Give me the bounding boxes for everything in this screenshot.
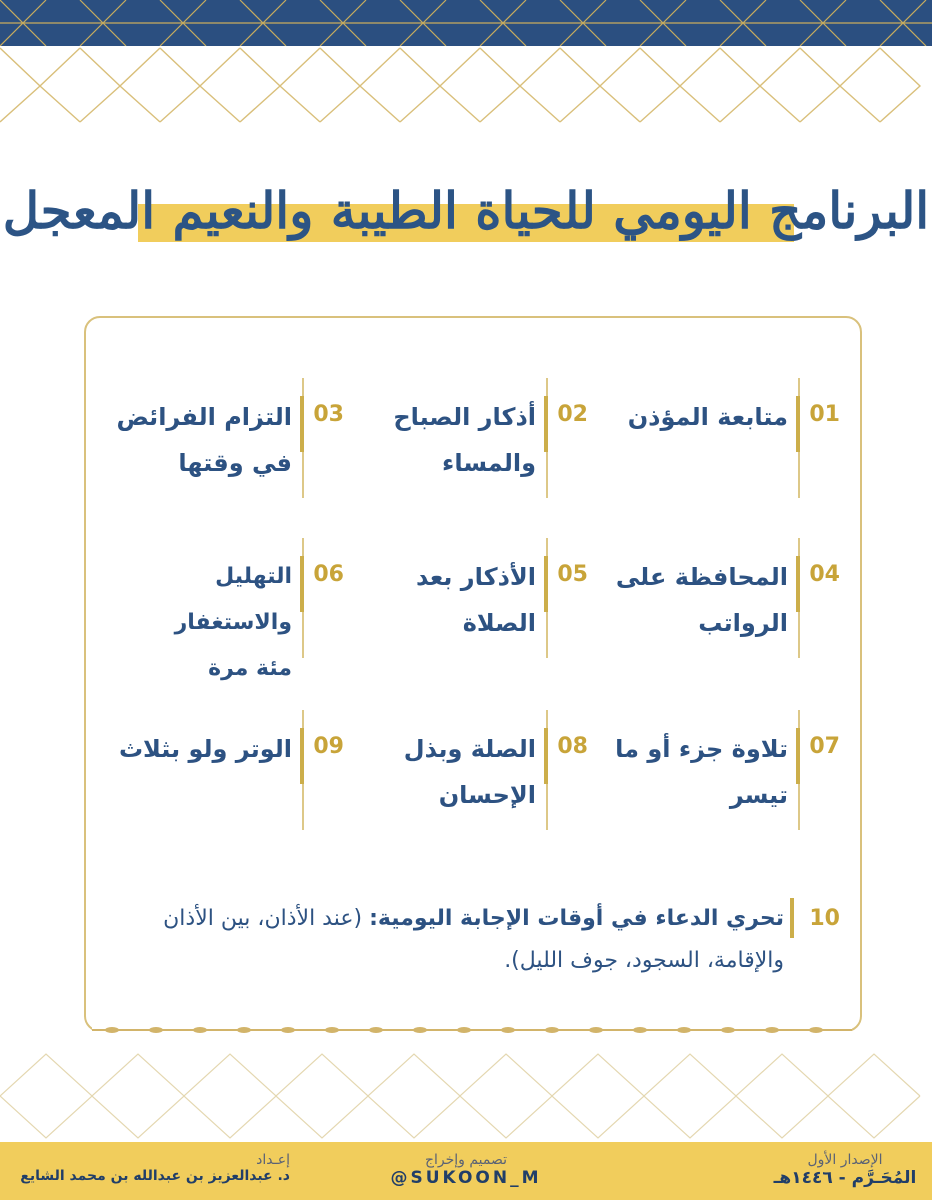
bottom-lace-ornament [0, 1050, 932, 1142]
item-text: التهليل والاستغفار مئة مرة [174, 564, 292, 681]
item-text: المحافظة على الرواتب [615, 563, 788, 637]
item-04 [590, 564, 840, 664]
item-number: 04 [809, 562, 840, 587]
item-03 [100, 404, 344, 504]
item-text-rest: (عند الأذان، بين الأذان والإقامة، السجود، جوف الليل). [163, 906, 784, 973]
frame-bottom-ornament [92, 1020, 852, 1040]
item-text: الوتر ولو بثلاث [118, 735, 292, 763]
item-number: 03 [313, 402, 344, 427]
item-number: 01 [809, 402, 840, 427]
item-text-lead: تحري الدعاء في أوقات الإجابة اليومية: [369, 906, 784, 931]
item-02 [330, 404, 588, 504]
item-number: 08 [557, 734, 588, 759]
item-text: الصلة وبذل الإحسان [403, 735, 536, 809]
item-text: التزام الفرائض في وقتها [116, 403, 292, 477]
item-05 [330, 564, 588, 664]
edition-label: الإصدار الأول [807, 1152, 883, 1168]
edition-block [770, 1152, 920, 1188]
item-number: 05 [557, 562, 588, 587]
item-text: أذكار الصباح والمساء [393, 403, 536, 477]
item-number: 06 [313, 562, 344, 587]
item-01 [590, 404, 840, 504]
item-text: تلاوة جزء أو ما تيسر [615, 735, 788, 809]
design-block [366, 1152, 566, 1188]
item-09 [100, 736, 344, 836]
prep-label: إعـداد [256, 1152, 290, 1168]
item-number: 02 [557, 402, 588, 427]
item-text: متابعة المؤذن [627, 403, 788, 431]
item-text [114, 898, 784, 982]
prep-block [10, 1152, 290, 1184]
item-number: 09 [313, 734, 344, 759]
item-08 [330, 736, 588, 836]
item-text: الأذكار بعد الصلاة [416, 563, 536, 637]
item-10 [130, 902, 840, 982]
edition-date: المُحَـرَّم - ١٤٤٦هـ [773, 1168, 917, 1188]
design-label: تصميم وإخراج [424, 1152, 508, 1168]
item-number: 07 [809, 734, 840, 759]
prep-name: د. عبدالعزيز بن عبدالله بن محمد الشايع [20, 1168, 290, 1184]
star-pattern [0, 0, 932, 46]
item-number: 10 [809, 906, 840, 931]
item-07 [590, 736, 840, 836]
page-title: البرنامج اليومي للحياة الطيبة والنعيم المعجل [2, 181, 930, 240]
top-lace-ornament [0, 46, 932, 124]
item-06 [100, 562, 344, 681]
top-pattern-band [0, 0, 932, 46]
design-handle: @SUKOON_M [390, 1168, 542, 1188]
